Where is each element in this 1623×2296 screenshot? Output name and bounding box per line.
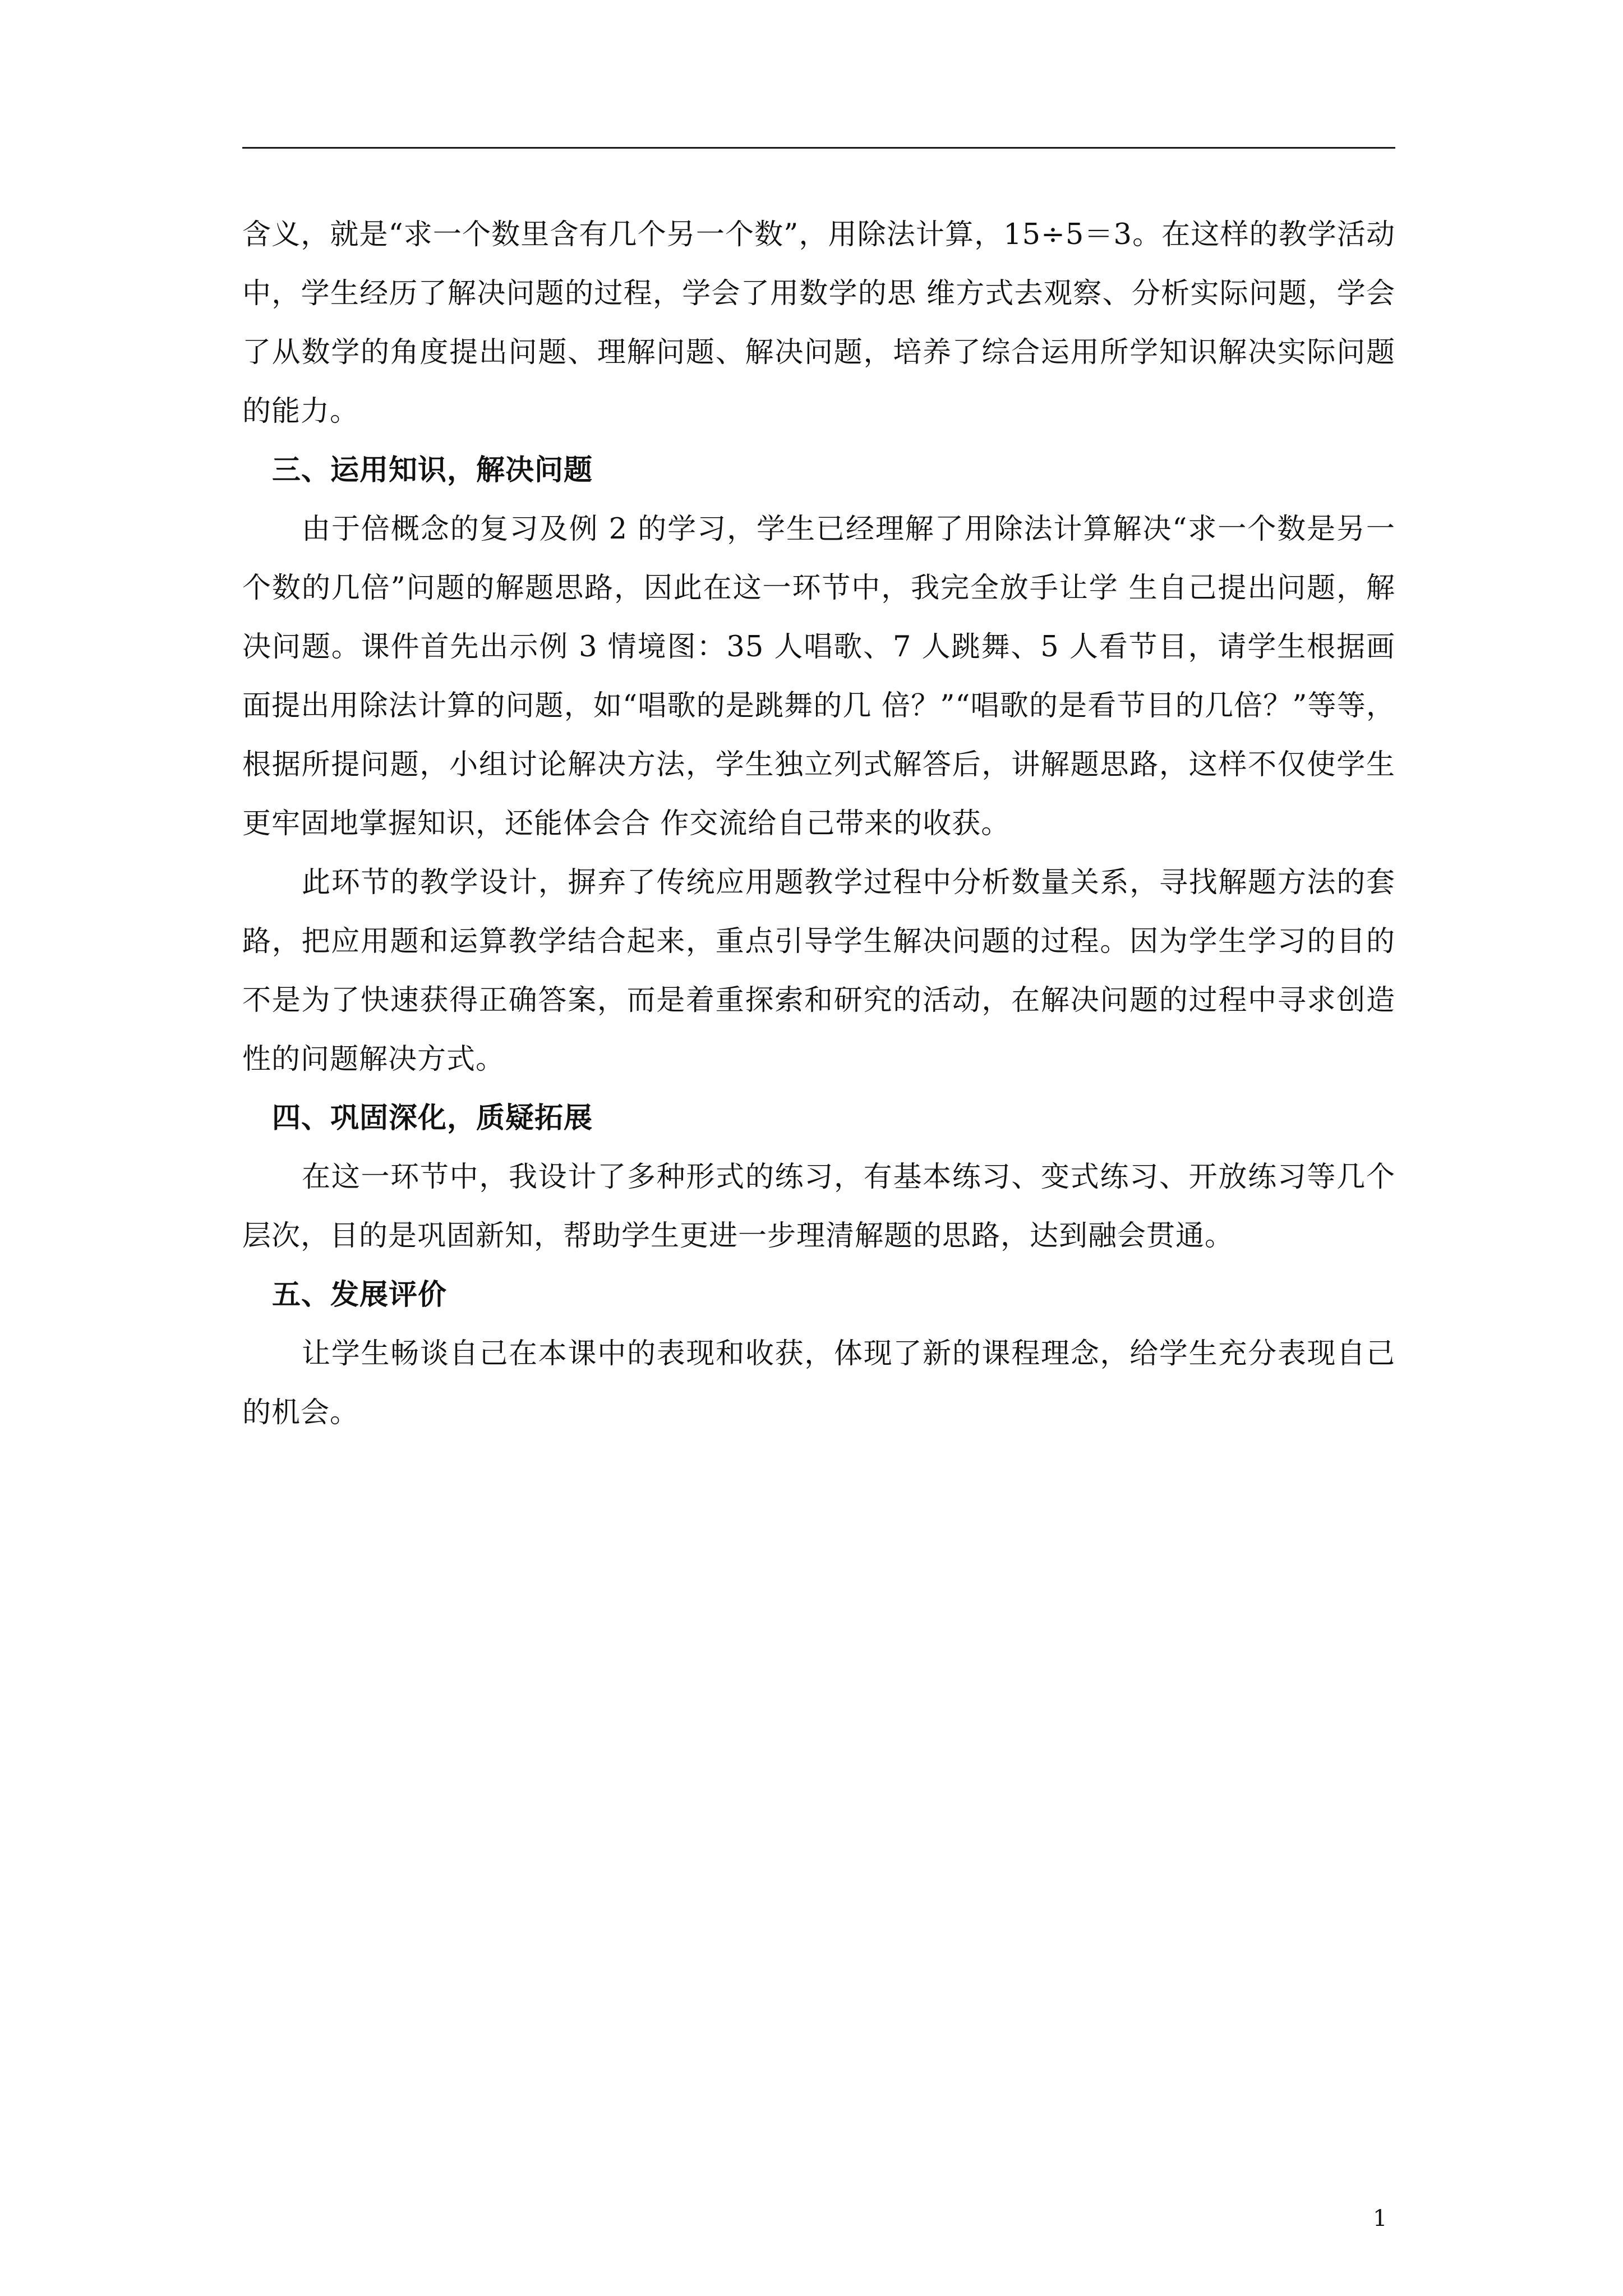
header-rule <box>242 147 1395 149</box>
section-3-paragraph-2: 此环节的教学设计，摒弃了传统应用题教学过程中分析数量关系，寻找解题方法的套路，把应用题和运算教学结合起来，重点引导学生解决问题的过程。因为学生学习的目的不是为了快速获得正确答案，而是着重探索和研究的活动，在解决问题的过程中寻求创造性的问题解决方式。 <box>242 866 1395 1076</box>
document-body <box>242 205 1395 1442</box>
section-5-paragraph-1: 让学生畅谈自己在本课中的表现和收获，体现了新的课程理念，给学生充分表现自己的机会。 <box>242 1337 1395 1429</box>
section-3-paragraph-1: 由于倍概念的复习及例 2 的学习，学生已经理解了用除法计算解决“求一个数是另一个数的几倍”问题的解题思路，因此在这一环节中，我完全放手让学 生自己提出问题，解决问题。课件首先出示例 3 情境图：35 人唱歌、7 人跳舞、5 人看节目，请学生根据画面提出用除法计算的问题，如“唱歌的是跳舞的几 倍？”“唱歌的是看节目的几倍？”等等，根据所提问题，小组讨论解决方法，学生独立列式解答后，讲解题思路，这样不仅使学生更牢固地掌握知识，还能体会合 作交流给自己带来的收获。 <box>242 513 1395 840</box>
section-heading-5: 五、发展评价 <box>272 1278 448 1312</box>
page-number: 1 <box>1373 2206 1387 2231</box>
section-heading-3: 三、运用知识，解决问题 <box>272 453 593 487</box>
intro-paragraph: 含义，就是“求一个数里含有几个另一个数”，用除法计算，15÷5＝3。在这样的教学活动中，学生经历了解决问题的过程，学会了用数学的思 维方式去观察、分析实际问题，学会了从数学的角度提出问题、理解问题、解决问题，培养了综合运用所学知识解决实际问题的能力。 <box>242 218 1395 428</box>
section-heading-4: 四、巩固深化，质疑拓展 <box>272 1101 593 1135</box>
section-4-paragraph-1: 在这一环节中，我设计了多种形式的练习，有基本练习、变式练习、开放练习等几个层次，目的是巩固新知，帮助学生更进一步理清解题的思路，达到融会贯通。 <box>242 1161 1395 1253</box>
